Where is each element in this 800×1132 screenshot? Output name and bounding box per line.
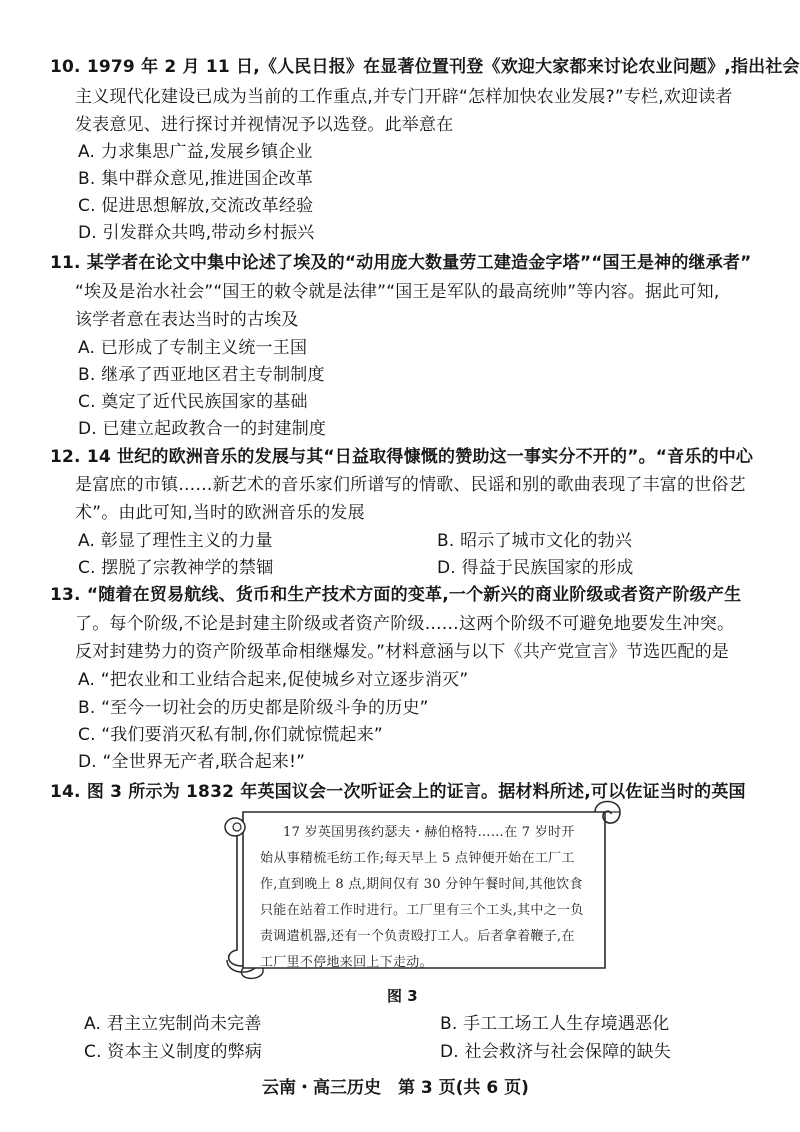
q11-option-b: B. 继承了西亚地区君主专制制度 [78,365,325,385]
scroll-line-2: 始从事精梳毛纺工作;每天早上 5 点钟便开始在工厂工 [260,851,575,866]
q14-option-b: B. 手工工场工人生存境遇恶化 [440,1014,670,1034]
q10-option-d: D. 引发群众共鸣,带动乡村振兴 [78,223,315,243]
q12-stem-line-2: 是富庶的市镇……新艺术的音乐家们所谱写的情歌、民谣和别的歌曲表现了丰富的世俗艺 [75,475,746,495]
scroll-line-3: 作,直到晚上 8 点,期间仅有 30 分钟午餐时间,其他饮食 [260,877,583,892]
q13-option-a: A. “把农业和工业结合起来,促使城乡对立逐步消灭” [78,670,469,690]
q12-option-c: C. 摆脱了宗教神学的禁锢 [78,558,274,578]
q13-stem-line-1: 13. “随着在贸易航线、货币和生产技术方面的变革,一个新兴的商业阶级或者资产阶级产生 [50,585,742,605]
q12-stem-line-1: 12. 14 世纪的欧洲音乐的发展与其“日益取得慷慨的赞助这一事实分不开的”。“音乐的中心 [50,447,754,467]
q10-stem-line-1: 10. 1979 年 2 月 11 日,《人民日报》在显著位置刊登《欢迎大家都来讨论农业问题》,指出社会 [50,57,800,77]
q13-stem-line-3: 反对封建势力的资产阶级革命相继爆发。”材料意涵与以下《共产党宣言》节选匹配的是 [75,642,730,662]
q11-stem-line-3: 该学者意在表达当时的古埃及 [75,310,299,330]
q10-option-c: C. 促进思想解放,交流改革经验 [78,196,314,216]
scroll-line-5: 责调遣机器,还有一个负责殴打工人。后者拿着鞭子,在 [260,929,575,944]
q12-stem-line-3: 术”。由此可知,当时的欧洲音乐的发展 [75,503,365,523]
q11-option-d: D. 已建立起政教合一的封建制度 [78,419,327,439]
q14-stem-line-1: 14. 图 3 所示为 1832 年英国议会一次听证会上的证言。据材料所述,可以佐证当时的英国 [50,782,746,802]
q11-stem-line-2: “埃及是治水社会”“国王的敕令就是法律”“国王是军队的最高统帅”等内容。据此可知, [75,282,720,302]
q10-option-a: A. 力求集思广益,发展乡镇企业 [78,142,313,162]
q12-option-d: D. 得益于民族国家的形成 [437,558,634,578]
q12-option-b: B. 昭示了城市文化的勃兴 [437,531,633,551]
scroll-line-1: 17 岁英国男孩约瑟夫・赫伯格特……在 7 岁时开 [283,825,575,840]
q14-option-d: D. 社会救济与社会保障的缺失 [440,1042,671,1062]
q11-stem-line-1: 11. 某学者在论文中集中论述了埃及的“动用庞大数量劳工建造金字塔”“国王是神的继承者” [50,253,752,273]
q14-option-c: C. 资本主义制度的弊病 [84,1042,263,1062]
q10-stem-line-2: 主义现代化建设已成为当前的工作重点,并专门开辟“怎样加快农业发展?”专栏,欢迎读者 [75,87,733,107]
scroll-line-4: 只能在站着工作时进行。工厂里有三个工头,其中之一负 [260,903,584,918]
page-footer: 云南・高三历史 第 3 页(共 6 页) [262,1078,529,1098]
q13-option-d: D. “全世界无产者,联合起来!” [78,752,306,772]
q13-option-c: C. “我们要消灭私有制,你们就惊慌起来” [78,725,383,745]
q13-stem-line-2: 了。每个阶级,不论是封建主阶级或者资产阶级……这两个阶级不可避免地要发生冲突。 [75,614,735,634]
q11-option-c: C. 奠定了近代民族国家的基础 [78,392,308,412]
q12-option-a: A. 彰显了理性主义的力量 [78,531,273,551]
q13-option-b: B. “至今一切社会的历史都是阶级斗争的历史” [78,698,429,718]
q14-option-a: A. 君主立宪制尚未完善 [84,1014,262,1034]
q10-option-b: B. 集中群众意见,推进国企改革 [78,169,314,189]
scroll-figure [215,790,645,990]
q10-stem-line-3: 发表意见、进行探讨并视情况予以选登。此举意在 [75,115,454,135]
scroll-line-6: 工厂里不停地来回上下走动。 [260,955,433,970]
figure-caption: 图 3 [387,987,418,1005]
q11-option-a: A. 已形成了专制主义统一王国 [78,338,308,358]
